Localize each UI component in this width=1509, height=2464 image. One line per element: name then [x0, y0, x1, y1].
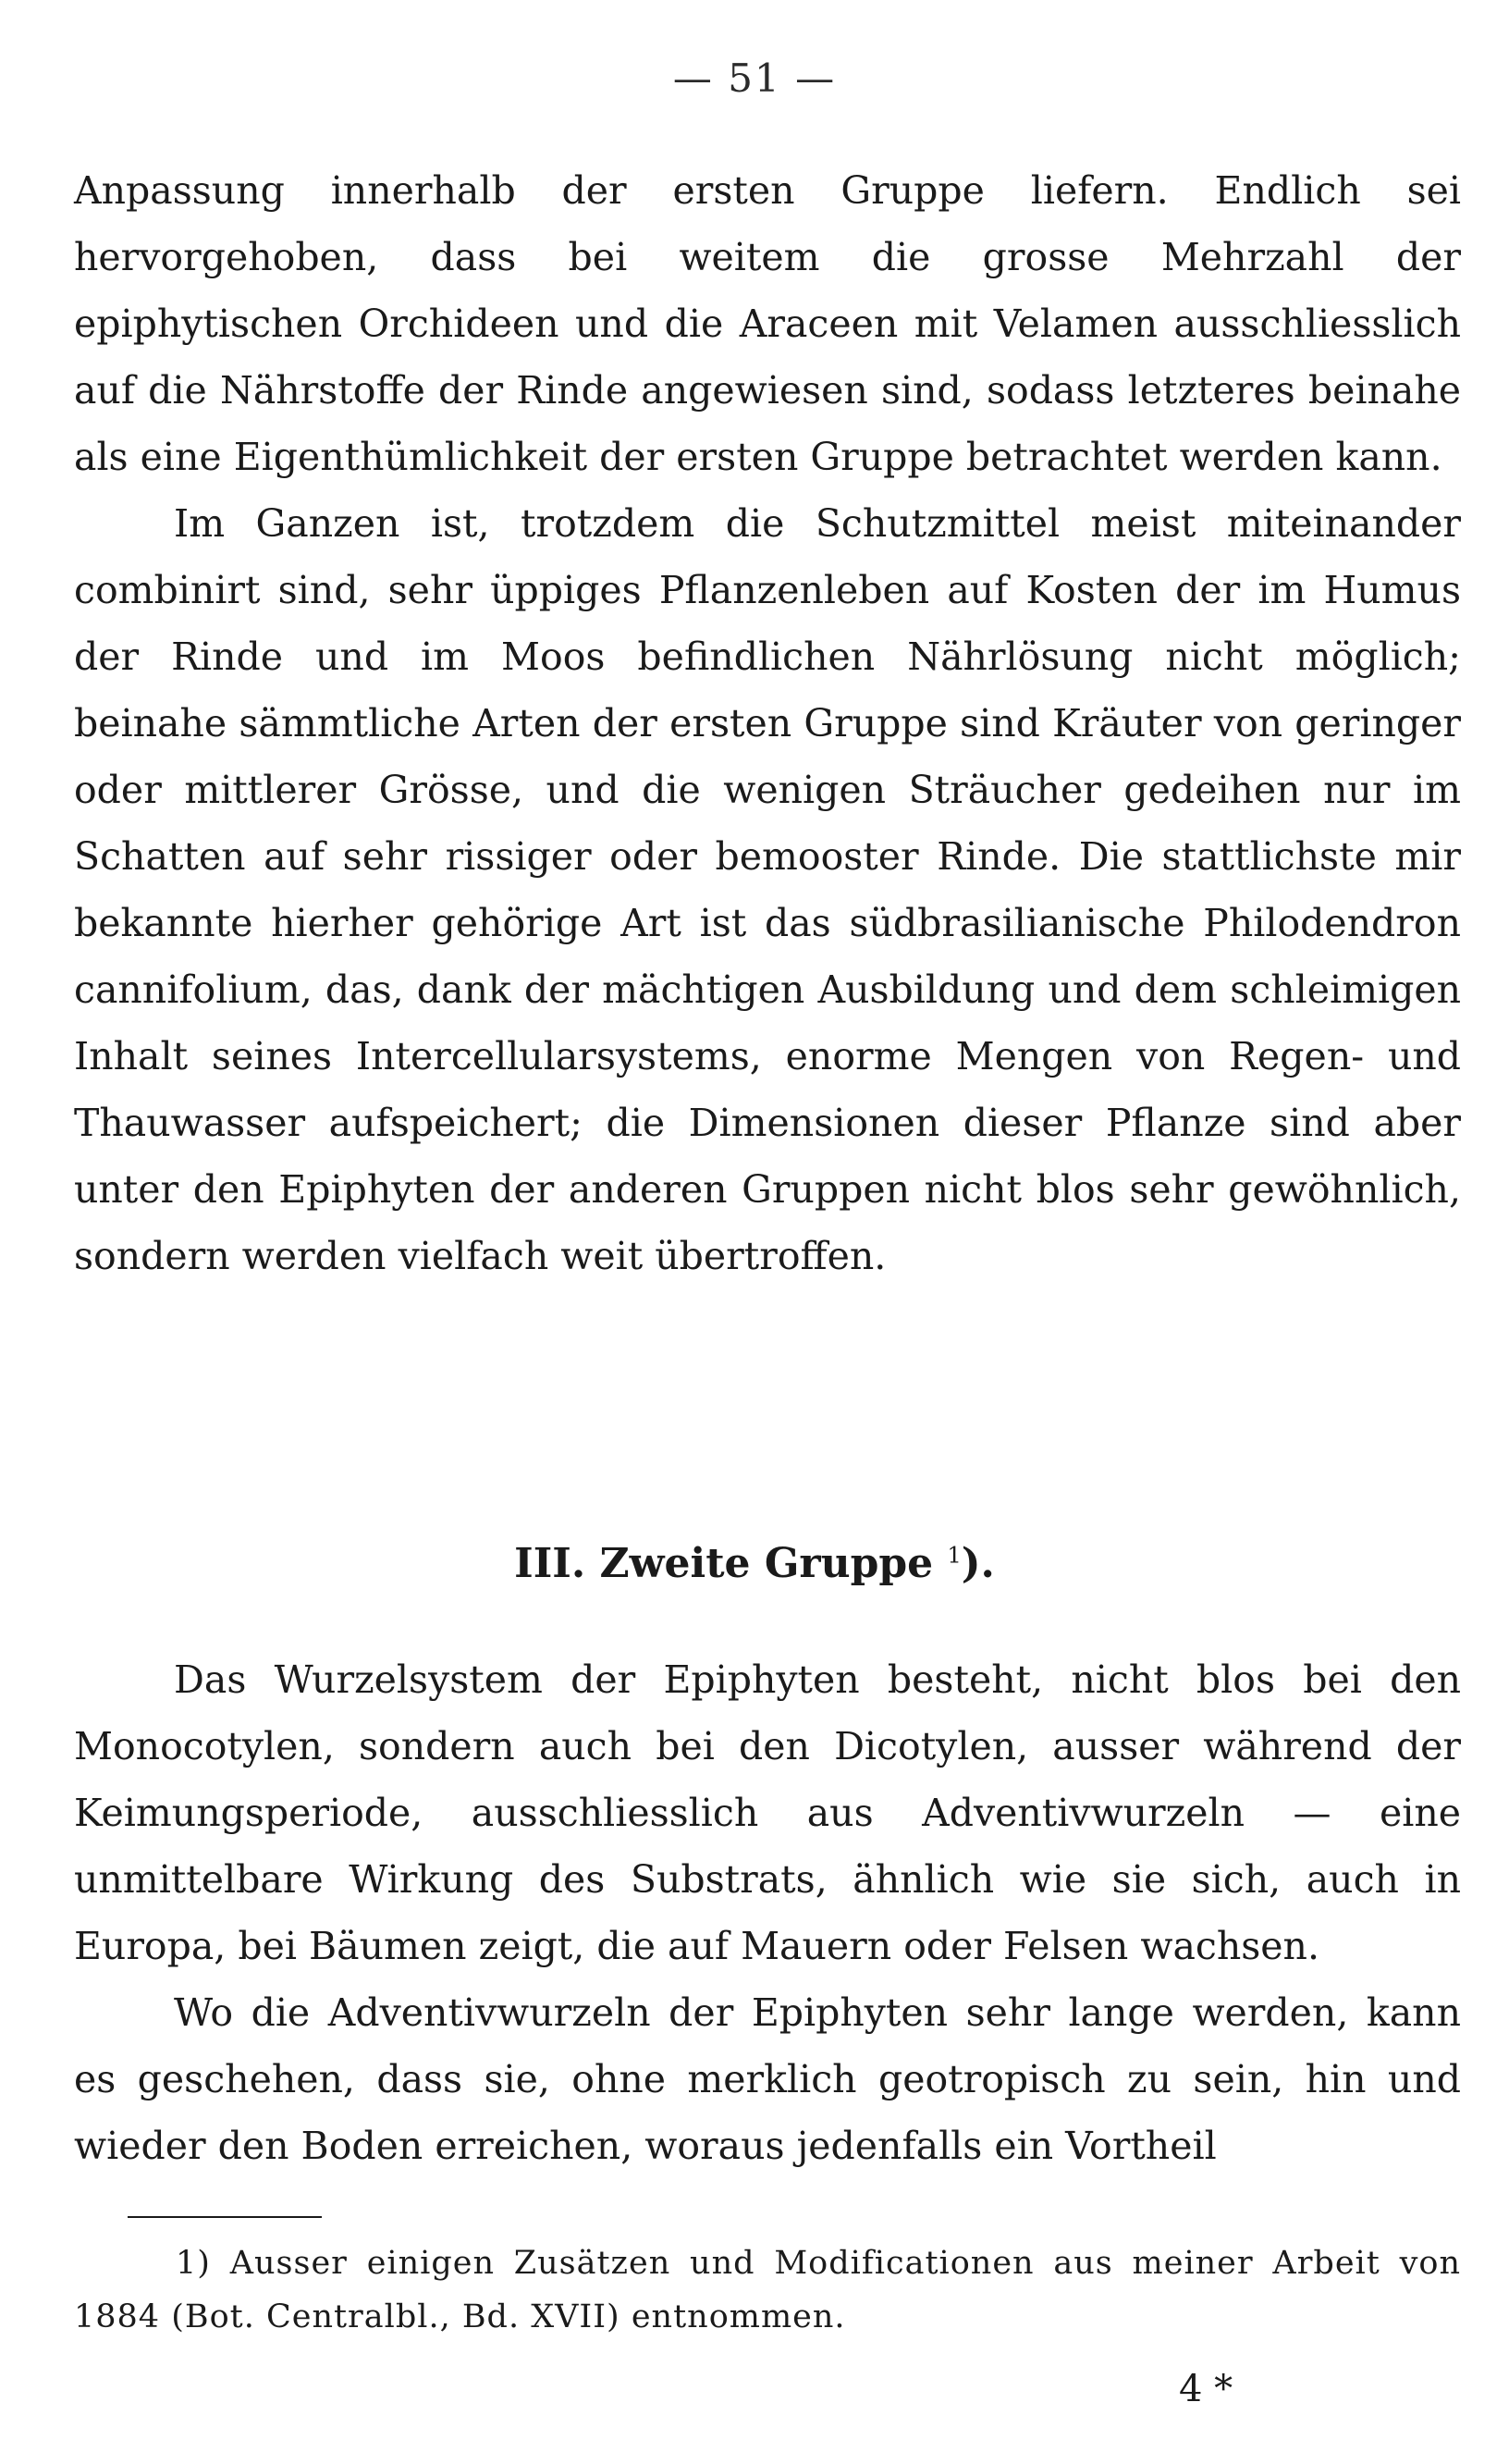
- paragraph: Wo die Adventivwurzeln der Epiphyten sehr lange werden, kann es geschehen, dass sie, ohne merklich geotropisch zu sein, hin und wieder den Boden erreichen, woraus jedenfalls ein Vortheil: [74, 1990, 1461, 2168]
- section-heading-tail: ).: [961, 1540, 995, 1587]
- paragraph: Im Ganzen ist, trotzdem die Schutzmittel meist miteinander combinirt sind, sehr üppiges Pflanzenleben auf Kosten der im Humus der Rinde und im Moos befindlichen Nährlösung nicht möglich; beinahe sämmtliche Arten der ersten Gruppe sind Kräuter von geringer oder mittlerer Grösse, und die wenigen Sträucher gedeihen nur im Schatten auf sehr rissiger oder bemooster Rinde. Die stattlichste mir bekannte hierher gehörige Art ist das südbrasilianische Philodendron cannifolium, das, dank der mächtigen Ausbildung und dem schleimigen Inhalt seines Intercellularsystems, enorme Mengen von Regen- und Thauwasser aufspeichert; die Dimensionen dieser Pflanze sind aber unter den Epiphyten der anderen Gruppen nicht blos sehr gewöhnlich, sondern werden vielfach weit übertroffen.: [74, 501, 1461, 1278]
- text-block-top: [74, 157, 1461, 1289]
- paragraph: Das Wurzelsystem der Epiphyten besteht, nicht blos bei den Monocotylen, sondern auch bei den Dicotylen, ausser während der Keimungsperiode, ausschliesslich aus Adventivwurzeln — eine unmittelbare Wirkung des Substrats, ähnlich wie sie sich, auch in Europa, bei Bäumen zeigt, die auf Mauern oder Felsen wachsen.: [74, 1657, 1461, 1968]
- footnote: 1) Ausser einigen Zusätzen und Modificationen aus meiner Arbeit von 1884 (Bot. Centralbl., Bd. XVII) entnommen.: [74, 2245, 1461, 2335]
- paragraph-continuation: Anpassung innerhalb der ersten Gruppe liefern. Endlich sei hervorgehoben, dass bei weitem die grosse Mehrzahl der epiphytischen Orchideen und die Araceen mit Velamen ausschliesslich auf die Nährstoffe der Rinde angewiesen sind, sodass letzteres beinahe als eine Eigenthümlichkeit der ersten Gruppe betrachtet werden kann.: [74, 168, 1461, 479]
- footnote-divider: [128, 2216, 322, 2218]
- sheet-signature: 4 *: [1179, 2368, 1233, 2410]
- section-heading-text: III. Zweite Gruppe: [514, 1540, 934, 1587]
- footnote-mark: 1: [947, 1542, 962, 1569]
- section-heading: [0, 1540, 1509, 1587]
- text-block-bottom: [74, 1646, 1461, 2179]
- page-number: — 51 —: [672, 55, 837, 101]
